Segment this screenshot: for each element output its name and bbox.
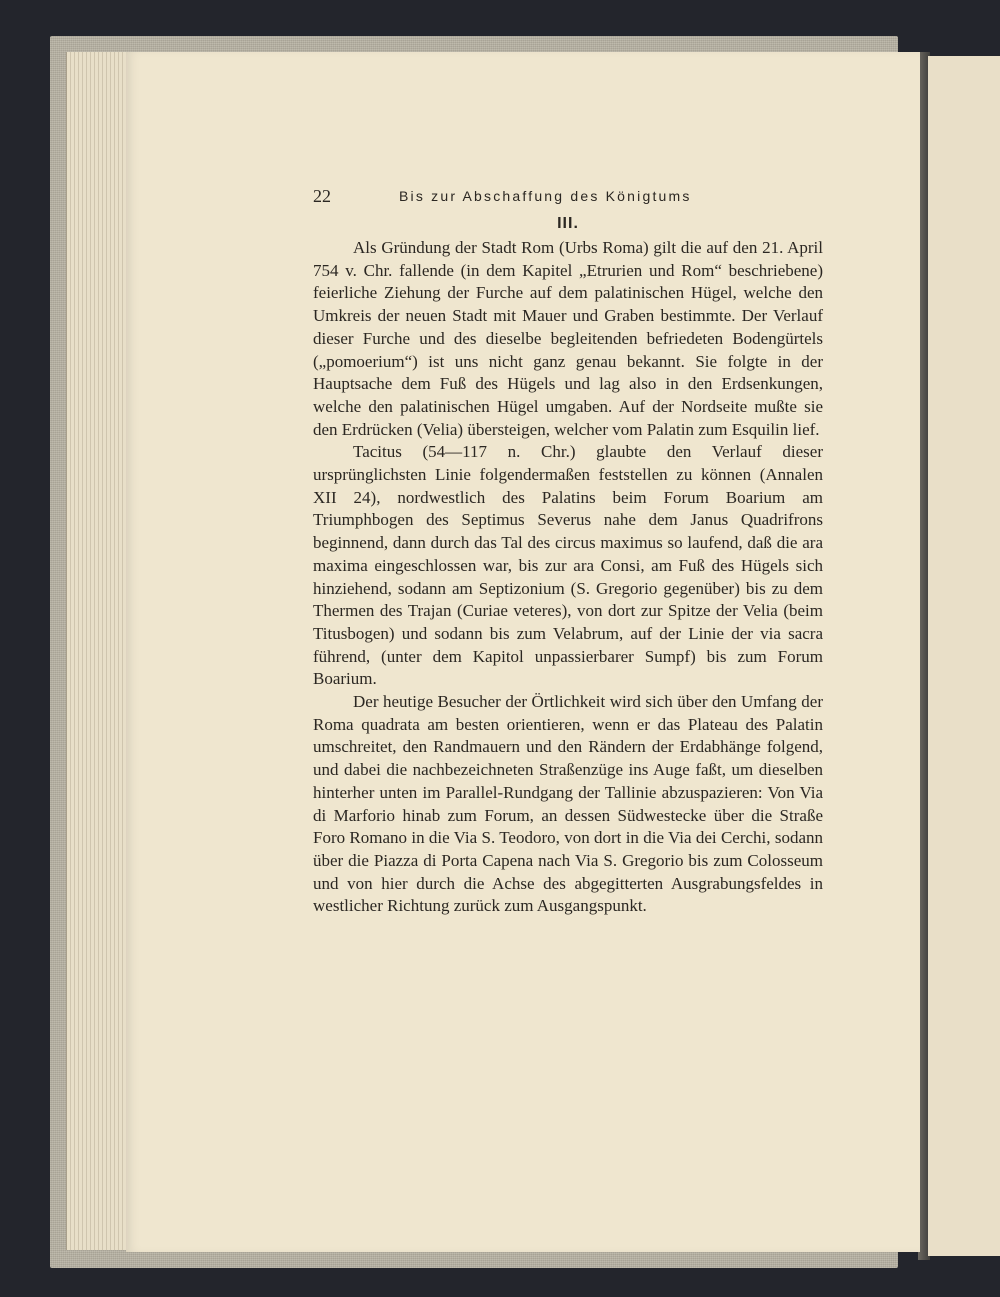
page-edges xyxy=(66,52,127,1250)
running-title: Bis zur Abschaffung des Königtums xyxy=(399,188,692,204)
paragraph-2: Tacitus (54—117 n. Chr.) glaubte den Verlauf dieser ursprünglichsten Linie folgendermaßen feststellen zu können (Annalen XII 24), nordwestlich des Palatins beim Forum Boarium am Triumphbogen des Septimus Severus nahe dem Janus Quadrifrons beginnend, dann durch das Tal des circus maximus so laufend, daß die ara maxima eingeschlossen war, bis zur ara Consi, am Fuß des Hügels sich hinziehend, sodann am Septizonium (S. Gregorio gegenüber) bis zu dem Thermen des Trajan (Curiae veteres), von dort zur Spitze der Velia (beim Titusbogen) und sodann bis zum Velabrum, auf der Linie der via sacra führend, (unter dem Kapitol unpassierbarer Sumpf) bis zum Forum Boarium. xyxy=(313,442,823,689)
paragraph-3: Der heutige Besucher der Örtlichkeit wird sich über den Umfang der Roma quadrata am besten orientieren, wenn er das Plateau des Palatin umschreitet, den Randmauern und den Rändern der Erdabhänge folgend, und dabei die nachbezeichneten Straßenzüge ins Auge faßt, um dieselben hinterher unten im Parallel-Rundgang der Tallinie abzuspazieren: Von Via di Marforio hinab zum Forum, an dessen Südwestecke über die Straße Foro Romano in die Via S. Teodoro, von dort in die Via dei Cerchi, sodann über die Piazza di Porta Capena nach Via S. Gregorio bis zum Colosseum und von hier durch die Achse des abgegitterten Ausgrabungsfeldes in westlicher Richtung zurück zum Ausgangspunkt. xyxy=(313,692,823,916)
running-head xyxy=(313,186,823,210)
section-heading: III. xyxy=(557,215,579,232)
paragraph-1: Als Gründung der Stadt Rom (Urbs Roma) gilt die auf den 21. April 754 v. Chr. fallende (in dem Kapitel „Etrurien und Rom“ beschriebene) feierliche Ziehung der Furche auf dem palatinischen Hügel, welche den Umkreis der neuen Stadt mit Mauer und Graben bestimmte. Der Verlauf dieser Furche und des dieselbe begleitenden befriedeten Bodengürtels („pomoerium“) ist uns nicht ganz genau bekannt. Sie folgte in der Hauptsache dem Fuß des Hügels und lag also in den Erdsenkungen, welche den palatinischen Hügel umgaben. Auf der Nordseite mußte sie den Erdrücken (Velia) übersteigen, welcher vom Palatin zum Esquilin lief. xyxy=(313,238,823,439)
page-number: 22 xyxy=(313,186,331,206)
page-text-block xyxy=(313,186,823,918)
next-page-edge xyxy=(928,56,1000,1256)
